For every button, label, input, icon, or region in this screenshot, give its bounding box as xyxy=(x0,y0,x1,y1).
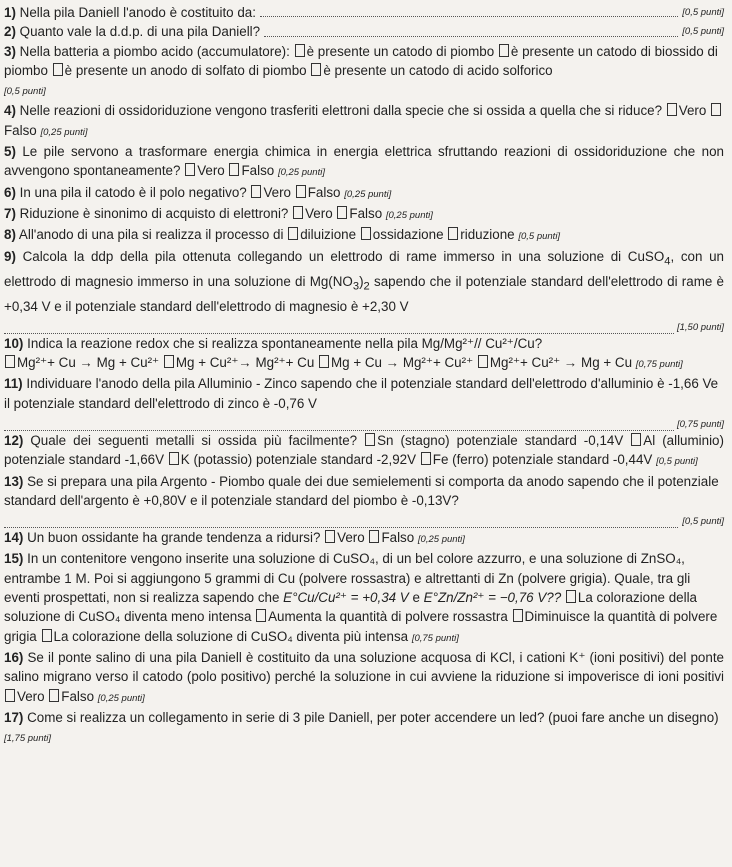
checkbox-vero[interactable] xyxy=(5,689,15,702)
question-text: Come si realizza un collegamento in serie di 3 pile Daniell, per poter accendere un led? (puoi fare anche un disegno) xyxy=(27,709,719,725)
formula: E°Zn/Zn²⁺ = −0,76 V?? xyxy=(423,590,562,606)
option-label: Vero xyxy=(305,205,333,221)
answer-line[interactable] xyxy=(264,36,678,37)
option-label: Falso xyxy=(381,530,415,546)
answer-line[interactable] xyxy=(4,316,724,334)
checkbox[interactable] xyxy=(631,433,641,446)
option-label: riduzione xyxy=(460,227,515,243)
checkbox[interactable] xyxy=(499,44,509,57)
checkbox[interactable] xyxy=(5,355,15,368)
question-8 xyxy=(4,225,724,246)
points-label: [0,5 punti] xyxy=(4,86,46,98)
option-label: Mg²⁺+ Cu → Mg + Cu²⁺ xyxy=(17,355,160,371)
points-label: [0,5 punti] xyxy=(682,26,724,38)
checkbox[interactable] xyxy=(361,227,371,240)
answer-line[interactable] xyxy=(4,510,724,528)
question-text: Nelle reazioni di ossidoriduzione vengono trasferiti elettroni dalla specie che si ossida a quella che si riduce? xyxy=(19,103,663,119)
question-number: 14) xyxy=(4,530,24,546)
checkbox[interactable] xyxy=(288,227,298,240)
question-number: 10) xyxy=(4,335,24,351)
question-text: Riduzione è sinonimo di acquisto di elettroni? xyxy=(19,205,289,221)
checkbox-falso[interactable] xyxy=(711,103,721,116)
checkbox-falso[interactable] xyxy=(337,206,347,219)
subscript: 4 xyxy=(664,255,671,268)
option-label: Vero xyxy=(197,163,225,179)
question-4 xyxy=(4,101,724,142)
checkbox[interactable] xyxy=(311,63,321,76)
question-number: 13) xyxy=(4,473,24,489)
question-text: Individuare l'anodo della pila Alluminio - Zinco sapendo che il potenziale standard dell'elettrodo d'alluminio è -1,66 Ve il potenziale standard dell'elettrodo di zinco è -0,76 V xyxy=(4,376,719,411)
option-label: Al (alluminio) potenziale standard -1,66V xyxy=(4,432,724,468)
question-1 xyxy=(4,3,724,22)
question-text: Quale dei seguenti metalli si ossida più facilmente? xyxy=(30,432,358,448)
option-label: Vero xyxy=(263,184,291,200)
question-12 xyxy=(4,431,724,472)
checkbox[interactable] xyxy=(448,227,458,240)
question-number: 5) xyxy=(4,144,16,160)
question-text: , con un elettrodo di magnesio immerso in una soluzione di Mg(NO xyxy=(4,248,724,289)
checkbox[interactable] xyxy=(164,355,174,368)
option-label: Fe (ferro) potenziale standard -0,44V xyxy=(432,452,653,468)
option-label: è presente un anodo di solfato di piombo xyxy=(64,62,307,78)
question-text: Se si prepara una pila Argento - Piombo quale dei due semielementi si comporta da anodo sapendo che il potenziale standard dell'argento è +0,80V e il potenziale standard del piombo è -0,13V? xyxy=(4,473,719,508)
subscript: 3 xyxy=(352,280,360,293)
answer-line[interactable] xyxy=(4,413,724,431)
question-9 xyxy=(4,247,724,334)
question-15 xyxy=(4,549,724,647)
question-number: 2) xyxy=(4,24,16,40)
question-number: 15) xyxy=(4,551,24,567)
question-text: Un buon ossidante ha grande tendenza a ridursi? xyxy=(27,530,321,546)
question-text: sapendo che il potenziale standard dell'elettrodo di rame è +0,34 V e il potenziale standard dell'elettrodo di magnesio è +2,30 V xyxy=(4,273,724,314)
checkbox[interactable] xyxy=(53,63,63,76)
points-label: [0,75 punti] xyxy=(635,359,683,371)
question-text: All'anodo di una pila si realizza il processo di xyxy=(18,227,284,243)
question-number: 16) xyxy=(4,649,24,665)
option-label: Mg + Cu²⁺→ Mg²⁺+ Cu xyxy=(175,355,315,371)
checkbox[interactable] xyxy=(169,452,179,465)
points-label: [0,5 punti] xyxy=(682,7,724,18)
option-label: Falso xyxy=(61,688,95,704)
question-number: 12) xyxy=(4,432,24,448)
question-text: In un contenitore vengono inserite una soluzione di CuSO₄, di un bel colore azzurro, e una soluzione di ZnSO₄, entrambe 1 M. Poi si aggiungono 5 grammi di Cu (polvere rossastra) e altrettanti di Zn (polvere grigia). Quale, tra gli eventi prospettati, non si realizza sapendo che xyxy=(4,551,691,606)
question-6 xyxy=(4,183,724,204)
checkbox[interactable] xyxy=(513,609,523,622)
checkbox[interactable] xyxy=(42,629,52,642)
question-number: 11) xyxy=(4,376,23,392)
option-label: è presente un catodo di piombo xyxy=(306,43,495,59)
checkbox-vero[interactable] xyxy=(293,206,303,219)
checkbox[interactable] xyxy=(256,609,266,622)
question-7 xyxy=(4,204,724,225)
question-text: Le pile servono a trasformare energia chimica in energia elettrica sfruttando reazioni di ossidoriduzione che non avvengono spontaneamente? xyxy=(4,144,724,179)
question-text: In una pila il catodo è il polo negativo? xyxy=(19,184,247,200)
question-17 xyxy=(4,708,724,749)
option-label: diluizione xyxy=(300,227,357,243)
points-label: [0,25 punti] xyxy=(344,188,392,200)
question-13 xyxy=(4,472,724,529)
checkbox-falso[interactable] xyxy=(49,689,59,702)
question-number: 7) xyxy=(4,205,16,221)
points-label: [0,25 punti] xyxy=(385,209,433,221)
option-label: ossidazione xyxy=(372,227,444,243)
points-label: [0,5 punti] xyxy=(518,231,561,243)
option-label: Falso xyxy=(307,184,341,200)
checkbox-vero[interactable] xyxy=(325,530,335,543)
checkbox[interactable] xyxy=(295,44,305,57)
checkbox-vero[interactable] xyxy=(185,163,195,176)
question-number: 4) xyxy=(4,103,16,119)
question-number: 8) xyxy=(4,227,16,243)
question-number: 17) xyxy=(4,709,24,725)
question-text: Se il ponte salino di una pila Daniell è costituito da una soluzione acquosa di KCl, i cationi K⁺ (ioni positivi) del ponte salino migrano verso il catodo (polo positivo) perché la soluzione in cui avviene la riduzione si impoverisce di ioni positivi xyxy=(4,649,724,685)
question-5 xyxy=(4,142,724,183)
question-text: Nella pila Daniell l'anodo è costituito da: xyxy=(19,5,256,20)
option-label: Vero xyxy=(678,103,707,119)
points-label: [1,75 punti] xyxy=(4,733,52,745)
points-label: [0,75 punti] xyxy=(674,415,724,434)
points-label: [0,25 punti] xyxy=(417,534,465,546)
question-text: Calcola la ddp della pila ottenuta collegando un elettrodo di rame immerso in una soluzione di CuSO xyxy=(22,248,665,264)
option-label: Falso xyxy=(241,163,275,179)
option-label: Falso xyxy=(349,205,383,221)
subscript: 2 xyxy=(363,280,370,293)
checkbox-falso[interactable] xyxy=(296,185,306,198)
question-16 xyxy=(4,648,724,708)
question-text: Indica la reazione redox che si realizza spontaneamente nella pila Mg/Mg²⁺// Cu²⁺/Cu? xyxy=(27,335,543,351)
question-2 xyxy=(4,22,724,41)
checkbox[interactable] xyxy=(478,355,488,368)
option-label: Falso xyxy=(4,122,37,138)
checkbox[interactable] xyxy=(421,452,431,465)
question-text: Quanto vale la d.d.p. di una pila Daniell? xyxy=(19,24,261,40)
option-label: K (potassio) potenziale standard -2,92V xyxy=(180,452,417,468)
option-label: La colorazione della soluzione di CuSO₄ diventa più intensa xyxy=(53,628,409,644)
checkbox-falso[interactable] xyxy=(229,163,239,176)
question-number: 3) xyxy=(4,43,16,59)
option-label: Vero xyxy=(337,530,365,546)
option-label: è presente un catodo di biossido di piombo xyxy=(4,43,718,78)
question-11 xyxy=(4,374,724,431)
option-label: Sn (stagno) potenziale standard -0,14V xyxy=(377,432,624,448)
question-number: 9) xyxy=(4,248,16,264)
question-text: e xyxy=(412,590,420,606)
checkbox-falso[interactable] xyxy=(369,530,379,543)
checkbox-vero[interactable] xyxy=(667,103,677,116)
points-label: [0,5 punti] xyxy=(656,456,698,468)
option-label: Mg²⁺+ Cu²⁺ → Mg + Cu xyxy=(489,355,633,371)
option-label: Vero xyxy=(17,688,45,704)
points-label: [0,5 punti] xyxy=(679,512,724,531)
question-14 xyxy=(4,528,724,549)
checkbox[interactable] xyxy=(566,590,576,603)
points-label: [0,25 punti] xyxy=(97,692,145,704)
question-3 xyxy=(4,42,724,102)
points-label: [0,75 punti] xyxy=(411,632,459,644)
answer-line[interactable] xyxy=(260,16,678,17)
points-label: [1,50 punti] xyxy=(674,318,724,337)
option-label: Mg + Cu → Mg²⁺+ Cu²⁺ xyxy=(331,355,474,371)
question-number: 1) xyxy=(4,5,16,20)
points-label: [0,25 punti] xyxy=(40,126,88,138)
option-label: Aumenta la quantità di polvere rossastra xyxy=(268,609,508,625)
question-10 xyxy=(4,334,724,375)
checkbox-vero[interactable] xyxy=(251,185,261,198)
points-label: [0,25 punti] xyxy=(277,167,325,179)
option-label: è presente un catodo di acido solforico xyxy=(323,62,553,78)
question-text: Nella batteria a piombo acido (accumulatore): xyxy=(19,43,290,59)
checkbox[interactable] xyxy=(365,433,375,446)
option-label: Diminuisce la quantità di polvere grigia xyxy=(4,609,718,644)
question-number: 6) xyxy=(4,184,16,200)
checkbox[interactable] xyxy=(319,355,329,368)
question-text: ) xyxy=(359,273,364,289)
option-label: La colorazione della soluzione di CuSO₄ diventa meno intensa xyxy=(4,590,698,625)
formula: E°Cu/Cu²⁺ = +0,34 V xyxy=(283,590,409,606)
